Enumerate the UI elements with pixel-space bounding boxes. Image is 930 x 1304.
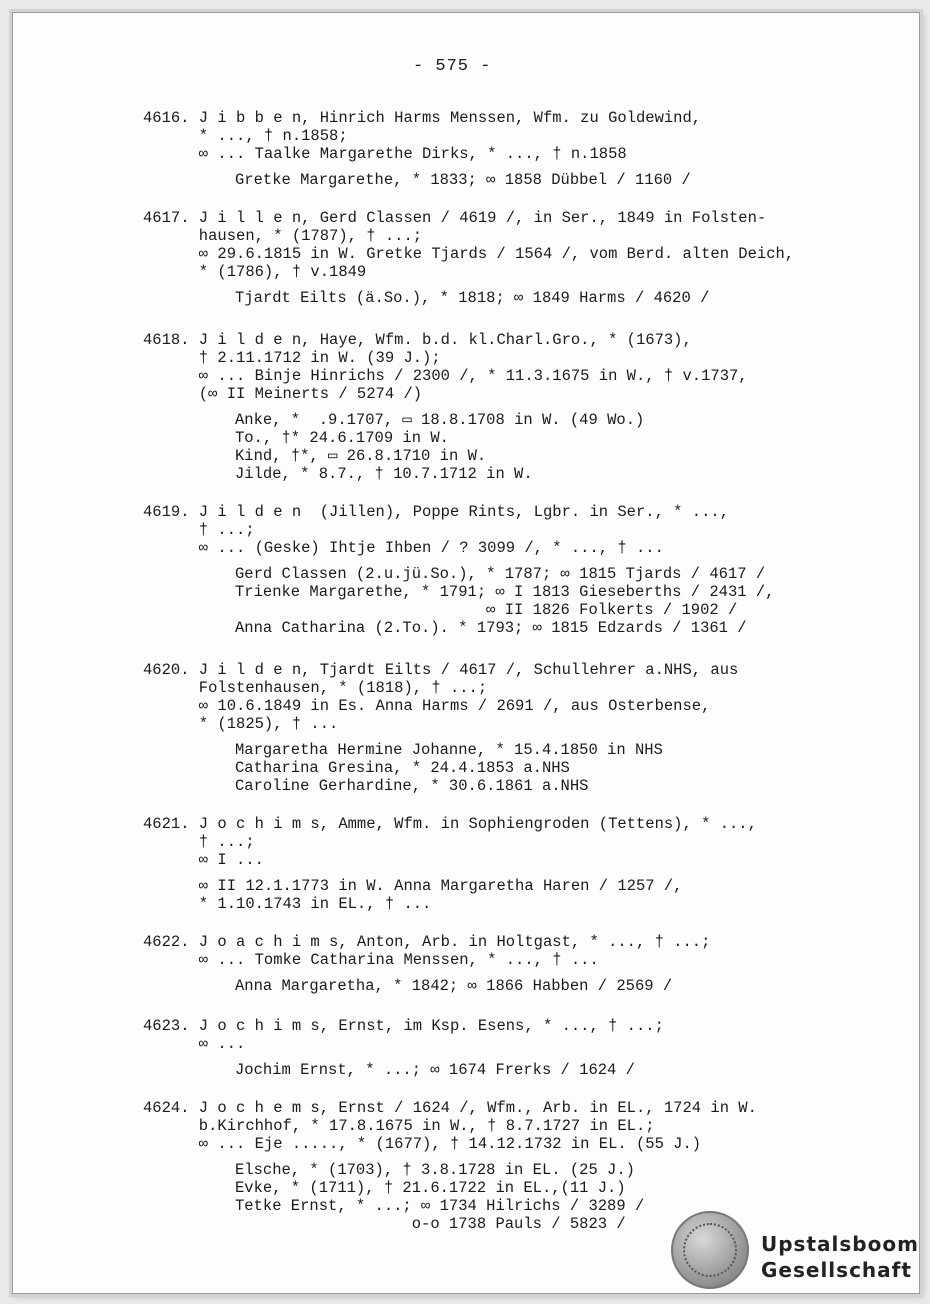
child-line: Tjardt Eilts (ä.So.), * 1818; ∞ 1849 Harms / 4620 / bbox=[235, 289, 710, 307]
child-line: ∞ II 12.1.1773 in W. Anna Margaretha Haren / 1257 /, bbox=[143, 877, 683, 895]
child-line: Catharina Gresina, * 24.4.1853 a.NHS bbox=[235, 759, 570, 777]
seal-logo-icon bbox=[671, 1211, 749, 1289]
entry-line: ∞ ... Tomke Catharina Menssen, * ..., † ... bbox=[143, 951, 599, 969]
entry bbox=[143, 109, 913, 189]
entry-line: ∞ ... (Geske) Ihtje Ihben / ? 3099 /, * ..., † ... bbox=[143, 539, 664, 557]
page-number: - 575 - bbox=[413, 57, 492, 76]
entry bbox=[143, 815, 913, 913]
entry-line: b.Kirchhof, * 17.8.1675 in W., † 8.7.1727 in EL.; bbox=[143, 1117, 655, 1135]
child-line: Margaretha Hermine Johanne, * 15.4.1850 in NHS bbox=[235, 741, 663, 759]
child-line: * 1.10.1743 in EL., † ... bbox=[143, 895, 432, 913]
child-line: To., †* 24.6.1709 in W. bbox=[235, 429, 449, 447]
entry-line: * (1825), † ... bbox=[143, 715, 339, 733]
child-line: Anna Margaretha, * 1842; ∞ 1866 Habben / 2569 / bbox=[235, 977, 673, 995]
entry-line: * ..., † n.1858; bbox=[143, 127, 348, 145]
entry-line: hausen, * (1787), † ...; bbox=[143, 227, 423, 245]
entry-line: ∞ ... Taalke Margarethe Dirks, * ..., † n.1858 bbox=[143, 145, 627, 163]
entry-line: ∞ ... Eje ....., * (1677), † 14.12.1732 in EL. (55 J.) bbox=[143, 1135, 702, 1153]
entry-heading: 4617. J i l l e n, Gerd Classen / 4619 /, in Ser., 1849 in Folsten- bbox=[143, 209, 767, 227]
entry-heading: 4622. J o a c h i m s, Anton, Arb. in Holtgast, * ..., † ...; bbox=[143, 933, 711, 951]
entry-heading: 4619. J i l d e n (Jillen), Poppe Rints, Lgbr. in Ser., * ..., bbox=[143, 503, 729, 521]
entry-line: † ...; bbox=[143, 833, 255, 851]
entry-heading: 4620. J i l d e n, Tjardt Eilts / 4617 /, Schullehrer a.NHS, aus bbox=[143, 661, 739, 679]
child-line: Elsche, * (1703), † 3.8.1728 in EL. (25 J.) bbox=[235, 1161, 635, 1179]
entry-line: * (1786), † v.1849 bbox=[143, 263, 367, 281]
entry-heading: 4616. J i b b e n, Hinrich Harms Menssen, Wfm. zu Goldewind, bbox=[143, 109, 702, 127]
child-line: ∞ II 1826 Folkerts / 1902 / bbox=[235, 601, 738, 619]
child-line: Jilde, * 8.7., † 10.7.1712 in W. bbox=[235, 465, 533, 483]
child-line: Gretke Margarethe, * 1833; ∞ 1858 Dübbel / 1160 / bbox=[235, 171, 691, 189]
document-page bbox=[12, 12, 920, 1294]
entry-line: (∞ II Meinerts / 5274 /) bbox=[143, 385, 423, 403]
entry bbox=[143, 933, 913, 995]
entry-heading: 4618. J i l d e n, Haye, Wfm. b.d. kl.Charl.Gro., * (1673), bbox=[143, 331, 692, 349]
child-line: Jochim Ernst, * ...; ∞ 1674 Frerks / 1624 / bbox=[235, 1061, 635, 1079]
child-line: o-o 1738 Pauls / 5823 / bbox=[235, 1215, 626, 1233]
child-line: Evke, * (1711), † 21.6.1722 in EL.,(11 J.) bbox=[235, 1179, 626, 1197]
entry bbox=[143, 331, 913, 483]
entry bbox=[143, 661, 913, 795]
entry-line: † 2.11.1712 in W. (39 J.); bbox=[143, 349, 441, 367]
entry-line: ∞ ... Binje Hinrichs / 2300 /, * 11.3.1675 in W., † v.1737, bbox=[143, 367, 748, 385]
entry-line: ∞ 10.6.1849 in Es. Anna Harms / 2691 /, aus Osterbense, bbox=[143, 697, 711, 715]
child-line: Anke, * .9.1707, ▭ 18.8.1708 in W. (49 Wo.) bbox=[235, 411, 645, 429]
logo-line-1: Upstalsboom bbox=[761, 1232, 919, 1256]
child-line: Anna Catharina (2.To.). * 1793; ∞ 1815 Edzards / 1361 / bbox=[235, 619, 747, 637]
entry-heading: 4623. J o c h i m s, Ernst, im Ksp. Esens, * ..., † ...; bbox=[143, 1017, 664, 1035]
entry-line: ∞ 29.6.1815 in W. Gretke Tjards / 1564 /, vom Berd. alten Deich, bbox=[143, 245, 795, 263]
entry bbox=[143, 1017, 913, 1079]
entry-line: Folstenhausen, * (1818), † ...; bbox=[143, 679, 488, 697]
child-line: Trienke Margarethe, * 1791; ∞ I 1813 Gieseberths / 2431 /, bbox=[235, 583, 775, 601]
logo-line-2: Gesellschaft bbox=[761, 1258, 912, 1282]
child-line: Kind, †*, ▭ 26.8.1710 in W. bbox=[235, 447, 487, 465]
child-line: Tetke Ernst, * ...; ∞ 1734 Hilrichs / 3289 / bbox=[235, 1197, 645, 1215]
entry bbox=[143, 209, 913, 307]
entry-line: ∞ ... bbox=[143, 1035, 246, 1053]
entry-line: ∞ I ... bbox=[143, 851, 264, 869]
entry-heading: 4624. J o c h e m s, Ernst / 1624 /, Wfm., Arb. in EL., 1724 in W. bbox=[143, 1099, 757, 1117]
society-logo bbox=[761, 1231, 919, 1283]
entry-heading: 4621. J o c h i m s, Amme, Wfm. in Sophiengroden (Tettens), * ..., bbox=[143, 815, 757, 833]
child-line: Gerd Classen (2.u.jü.So.), * 1787; ∞ 1815 Tjards / 4617 / bbox=[235, 565, 766, 583]
entry-line: † ...; bbox=[143, 521, 255, 539]
entry bbox=[143, 503, 913, 637]
entry bbox=[143, 1099, 913, 1233]
child-line: Caroline Gerhardine, * 30.6.1861 a.NHS bbox=[235, 777, 589, 795]
